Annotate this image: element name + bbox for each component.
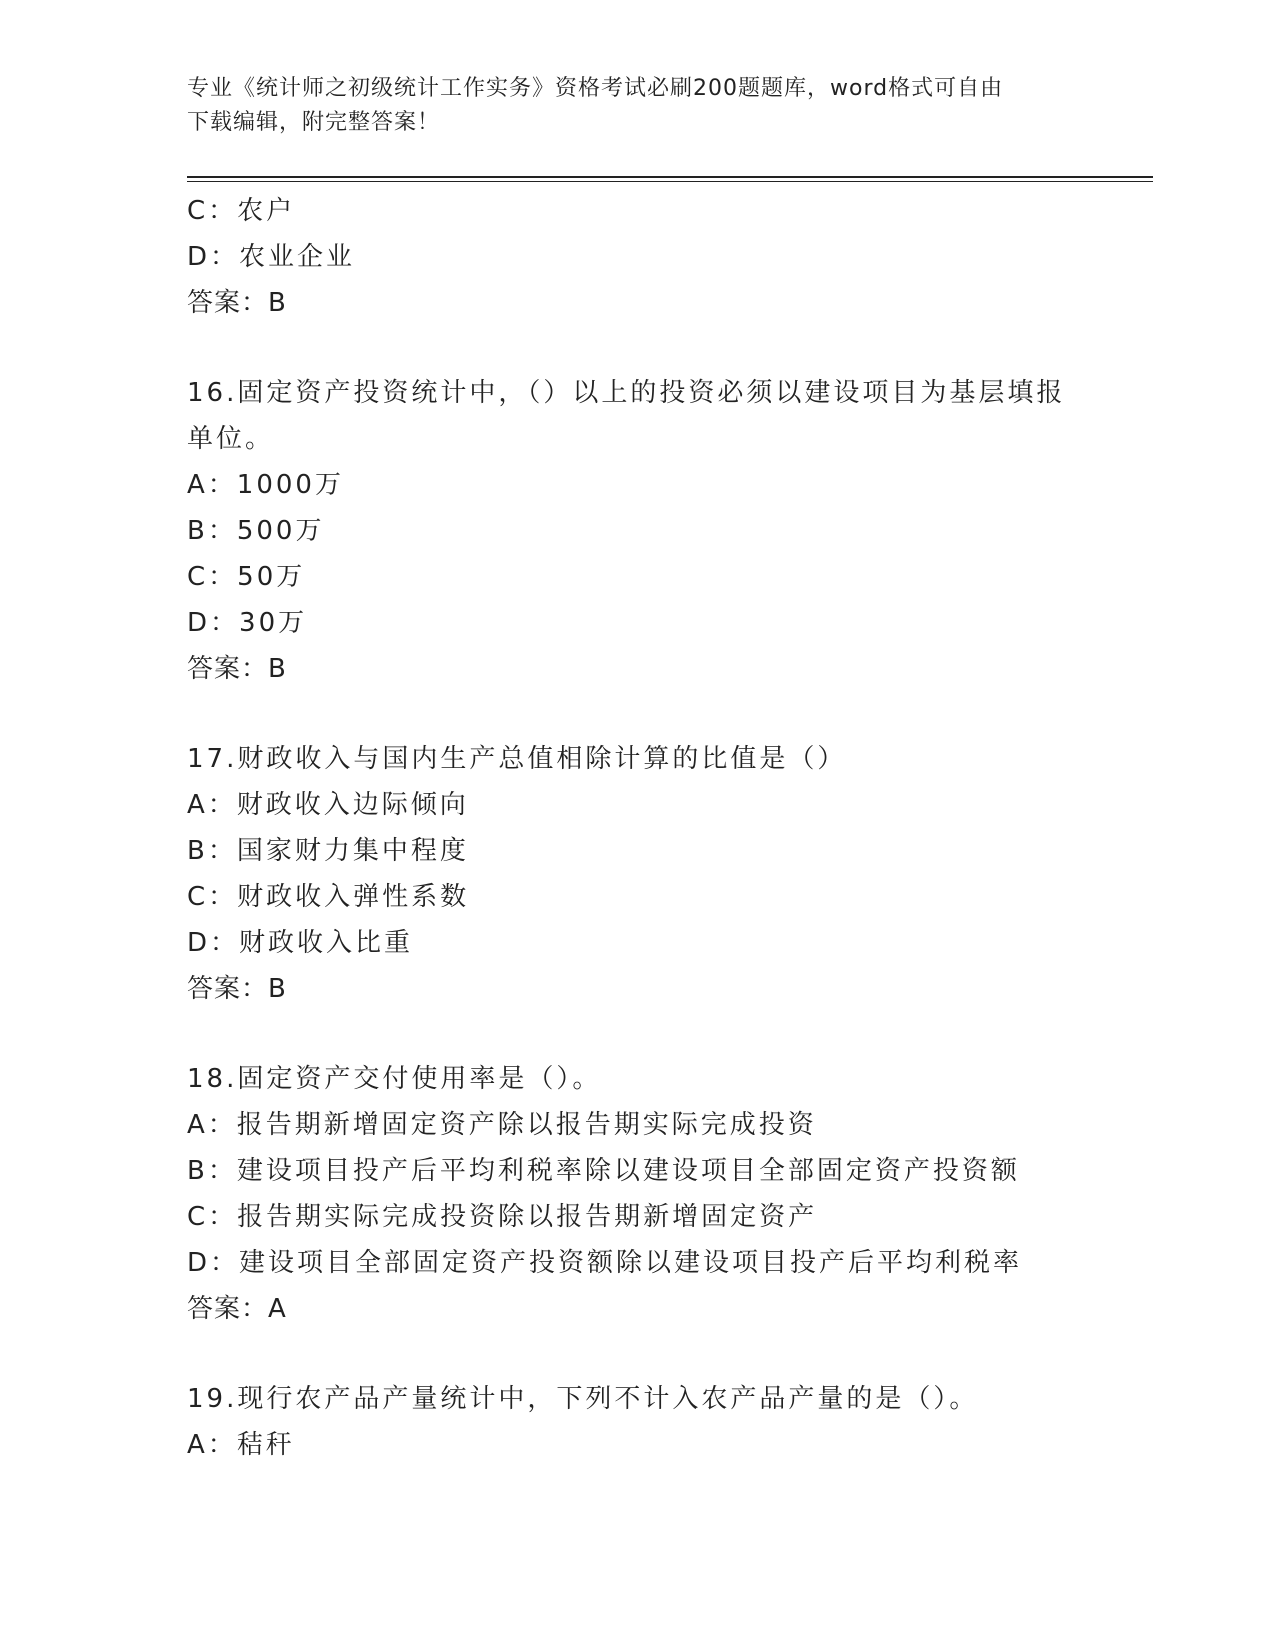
question-stem: 18.固定资产交付使用率是（）。: [187, 1064, 602, 1094]
option-d: D：30万: [187, 608, 308, 638]
answer-label: 答案：B: [187, 974, 287, 1004]
question-19: [187, 1376, 1087, 1468]
question-stem: 19.现行农产品产量统计中，下列不计入农产品产量的是（）。: [187, 1384, 979, 1414]
option-a: A：财政收入边际倾向: [187, 790, 469, 820]
document-header: [187, 72, 1087, 140]
question-15-tail: [187, 188, 1087, 326]
question-stem-continued: 单位。: [187, 424, 275, 454]
header-line-1: 专业《统计师之初级统计工作实务》资格考试必刷200题题库，word格式可自由: [187, 76, 1004, 101]
option-c: C：农户: [187, 196, 296, 226]
option-a: A：报告期新增固定资产除以报告期实际完成投资: [187, 1110, 817, 1140]
option-d: D：农业企业: [187, 242, 356, 272]
spacer: [187, 692, 1087, 736]
option-d: D：财政收入比重: [187, 928, 414, 958]
option-d: D：建设项目全部固定资产投资额除以建设项目投产后平均利税率: [187, 1248, 1023, 1278]
header-line-2: 下载编辑，附完整答案！: [187, 110, 441, 135]
question-stem: 17.财政收入与国内生产总值相除计算的比值是（）: [187, 744, 847, 774]
spacer: [187, 326, 1087, 370]
option-b: B：建设项目投产后平均利税率除以建设项目全部固定资产投资额: [187, 1156, 1020, 1186]
option-a: A：1000万: [187, 470, 344, 500]
question-18: [187, 1056, 1087, 1332]
question-17: [187, 736, 1087, 1012]
spacer: [187, 1332, 1087, 1376]
question-16: [187, 370, 1087, 692]
header-divider-thin: [187, 181, 1153, 182]
spacer: [187, 1012, 1087, 1056]
header-divider-thick: [187, 176, 1153, 178]
question-stem: 16.固定资产投资统计中，（）以上的投资必须以建设项目为基层填报: [187, 378, 1066, 408]
answer-label: 答案：B: [187, 288, 287, 318]
option-a: A：秸秆: [187, 1430, 295, 1460]
option-c: C：50万: [187, 562, 306, 592]
answer-label: 答案：A: [187, 1294, 287, 1324]
document-body: [187, 188, 1087, 1468]
option-c: C：报告期实际完成投资除以报告期新增固定资产: [187, 1202, 818, 1232]
option-c: C：财政收入弹性系数: [187, 882, 470, 912]
option-b: B：500万: [187, 516, 325, 546]
answer-label: 答案：B: [187, 654, 287, 684]
option-b: B：国家财力集中程度: [187, 836, 469, 866]
